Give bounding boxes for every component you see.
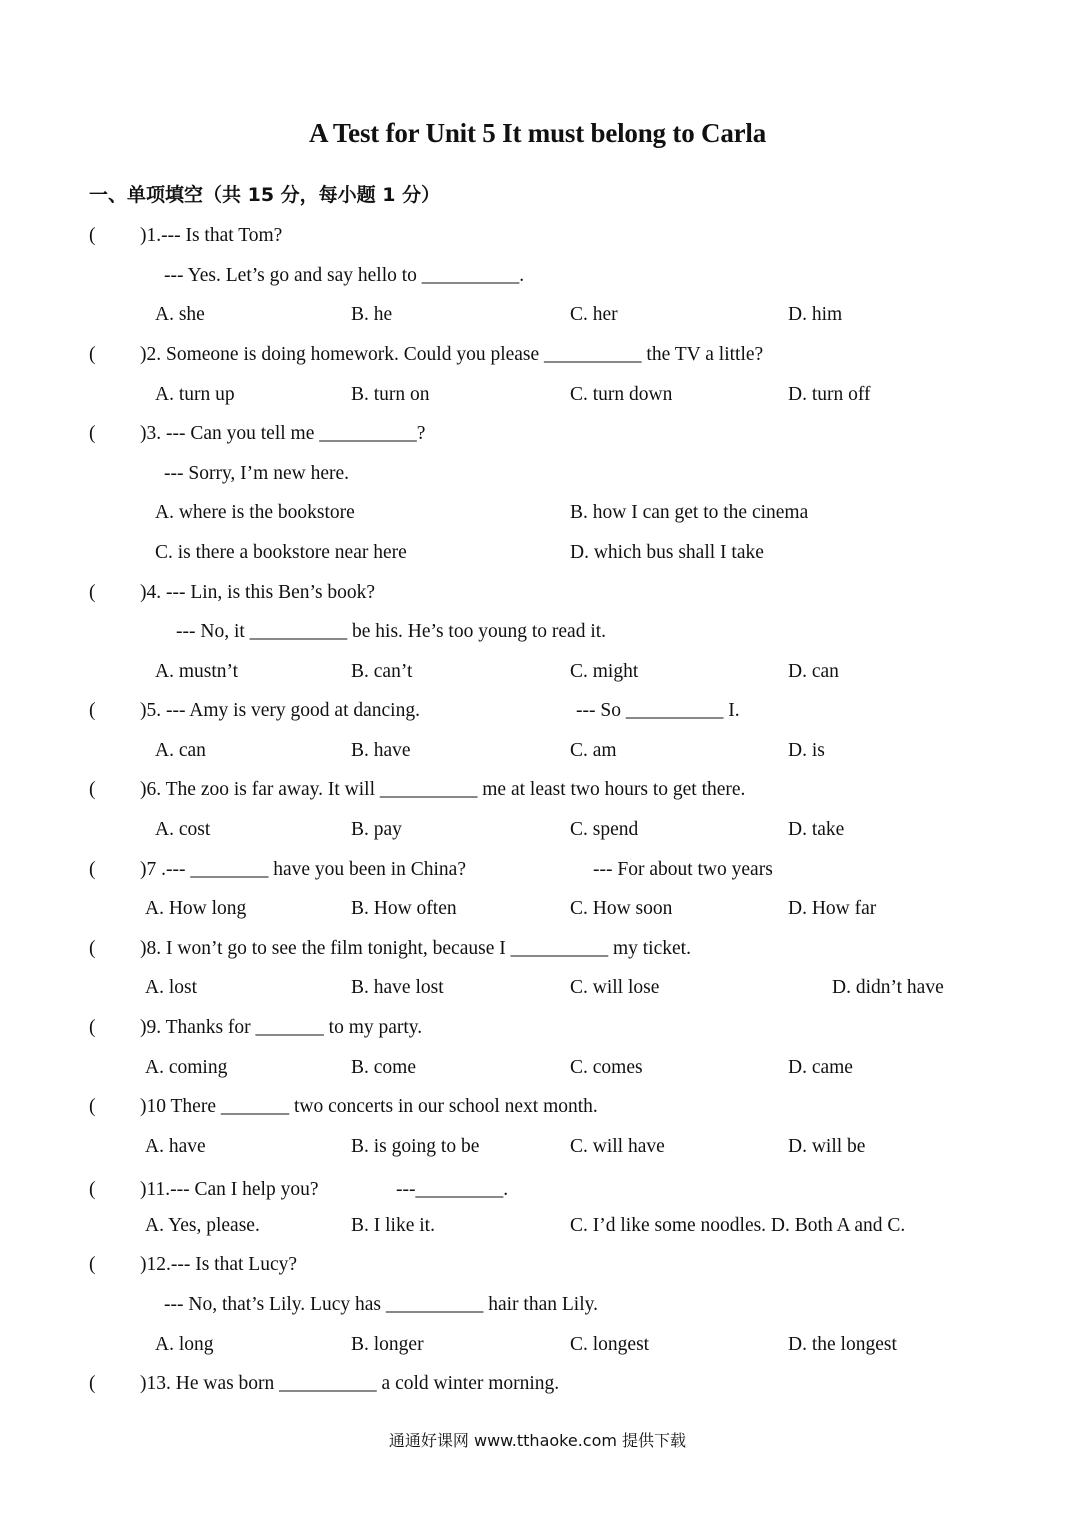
option-c: C. might (570, 661, 639, 682)
option-b: B. longer (351, 1334, 424, 1355)
option-b: B. is going to be (351, 1136, 480, 1157)
option-a: A. turn up (155, 384, 235, 405)
option-a: A. mustn’t (155, 661, 239, 682)
answer-paren: ( (89, 344, 96, 365)
answer-paren: ( (89, 1254, 96, 1275)
option-a: A. cost (155, 819, 211, 840)
option-d: D. will be (788, 1136, 866, 1157)
option-c: C. will lose (570, 977, 660, 998)
answer-paren: ( (89, 423, 96, 444)
question-stem: )11.--- Can I help you? (140, 1179, 319, 1200)
question-stem: )3. --- Can you tell me __________? (140, 423, 426, 444)
footer-source: 通通好课网 www.tthaoke.com 提供下载 (388, 1431, 687, 1450)
option-c: C. turn down (570, 384, 673, 405)
question-stem: )4. --- Lin, is this Ben’s book? (140, 582, 376, 603)
answer-paren: ( (89, 225, 96, 246)
option-d: D. turn off (788, 384, 871, 405)
question-stem: )6. The zoo is far away. It will __________ me at least two hours to get there. (140, 779, 746, 800)
option-c: C. her (570, 304, 618, 325)
option-c: C. am (570, 740, 617, 761)
option-b: B. how I can get to the cinema (570, 502, 809, 523)
option-c: C. spend (570, 819, 639, 840)
question-stem: )5. --- Amy is very good at dancing. (140, 700, 420, 721)
option-b: B. pay (351, 819, 402, 840)
option-d: D. came (788, 1057, 853, 1078)
answer-paren: ( (89, 1096, 96, 1117)
answer-paren: ( (89, 700, 96, 721)
page-title: A Test for Unit 5 It must belong to Carla (308, 118, 767, 148)
option-a: A. lost (145, 977, 198, 998)
option-d: D. him (788, 304, 843, 325)
option-b: B. I like it. (351, 1215, 435, 1236)
option-c: C. is there a bookstore near here (155, 542, 407, 563)
option-b: B. come (351, 1057, 416, 1078)
question-reply: --- No, that’s Lily. Lucy has __________ hair than Lily. (164, 1294, 598, 1315)
question-stem: )7 .--- ________ have you been in China? (140, 859, 466, 880)
question-stem: )2. Someone is doing homework. Could you please __________ the TV a little? (140, 344, 764, 365)
option-b: B. turn on (351, 384, 430, 405)
question-reply: ---_________. (396, 1179, 509, 1200)
option-c: C. How soon (570, 898, 673, 919)
question-stem: )12.--- Is that Lucy? (140, 1254, 298, 1275)
question-stem: )8. I won’t go to see the film tonight, because I __________ my ticket. (140, 938, 691, 959)
option-b: B. have lost (351, 977, 444, 998)
question-stem: )1.--- Is that Tom? (140, 225, 283, 246)
option-d: D. can (788, 661, 839, 682)
option-d: D. the longest (788, 1334, 897, 1355)
answer-paren: ( (89, 779, 96, 800)
question-stem: )9. Thanks for _______ to my party. (140, 1017, 423, 1038)
answer-paren: ( (89, 582, 96, 603)
option-b: B. can’t (351, 661, 413, 682)
option-d: D. take (788, 819, 845, 840)
option-a: A. long (155, 1334, 214, 1355)
answer-paren: ( (89, 1179, 96, 1200)
option-c-d: C. I’d like some noodles. D. Both A and C. (570, 1215, 906, 1236)
option-a: A. have (145, 1136, 206, 1157)
section-heading: 一、单项填空（共 15 分，每小题 1 分） (89, 184, 441, 206)
option-d: D. which bus shall I take (570, 542, 764, 563)
answer-paren: ( (89, 1373, 96, 1394)
question-reply: --- No, it __________ be his. He’s too young to read it. (176, 621, 607, 642)
question-reply: --- So __________ I. (576, 700, 740, 721)
question-reply: --- Yes. Let’s go and say hello to __________. (164, 265, 525, 286)
option-c: C. will have (570, 1136, 665, 1157)
question-stem: )13. He was born __________ a cold winter morning. (140, 1373, 560, 1394)
option-d: D. How far (788, 898, 877, 919)
option-a: A. coming (145, 1057, 228, 1078)
option-a: A. How long (145, 898, 247, 919)
answer-paren: ( (89, 1017, 96, 1038)
answer-paren: ( (89, 859, 96, 880)
option-a: A. Yes, please. (145, 1215, 260, 1236)
question-reply: --- Sorry, I’m new here. (164, 463, 349, 484)
answer-paren: ( (89, 938, 96, 959)
option-b: B. he (351, 304, 393, 325)
option-b: B. How often (351, 898, 457, 919)
option-c: C. comes (570, 1057, 643, 1078)
question-reply: --- For about two years (593, 859, 773, 880)
option-a: A. she (155, 304, 205, 325)
option-b: B. have (351, 740, 411, 761)
option-c: C. longest (570, 1334, 650, 1355)
option-d: D. is (788, 740, 825, 761)
option-d: D. didn’t have (832, 977, 944, 998)
option-a: A. can (155, 740, 206, 761)
question-stem: )10 There _______ two concerts in our school next month. (140, 1096, 598, 1117)
option-a: A. where is the bookstore (155, 502, 355, 523)
